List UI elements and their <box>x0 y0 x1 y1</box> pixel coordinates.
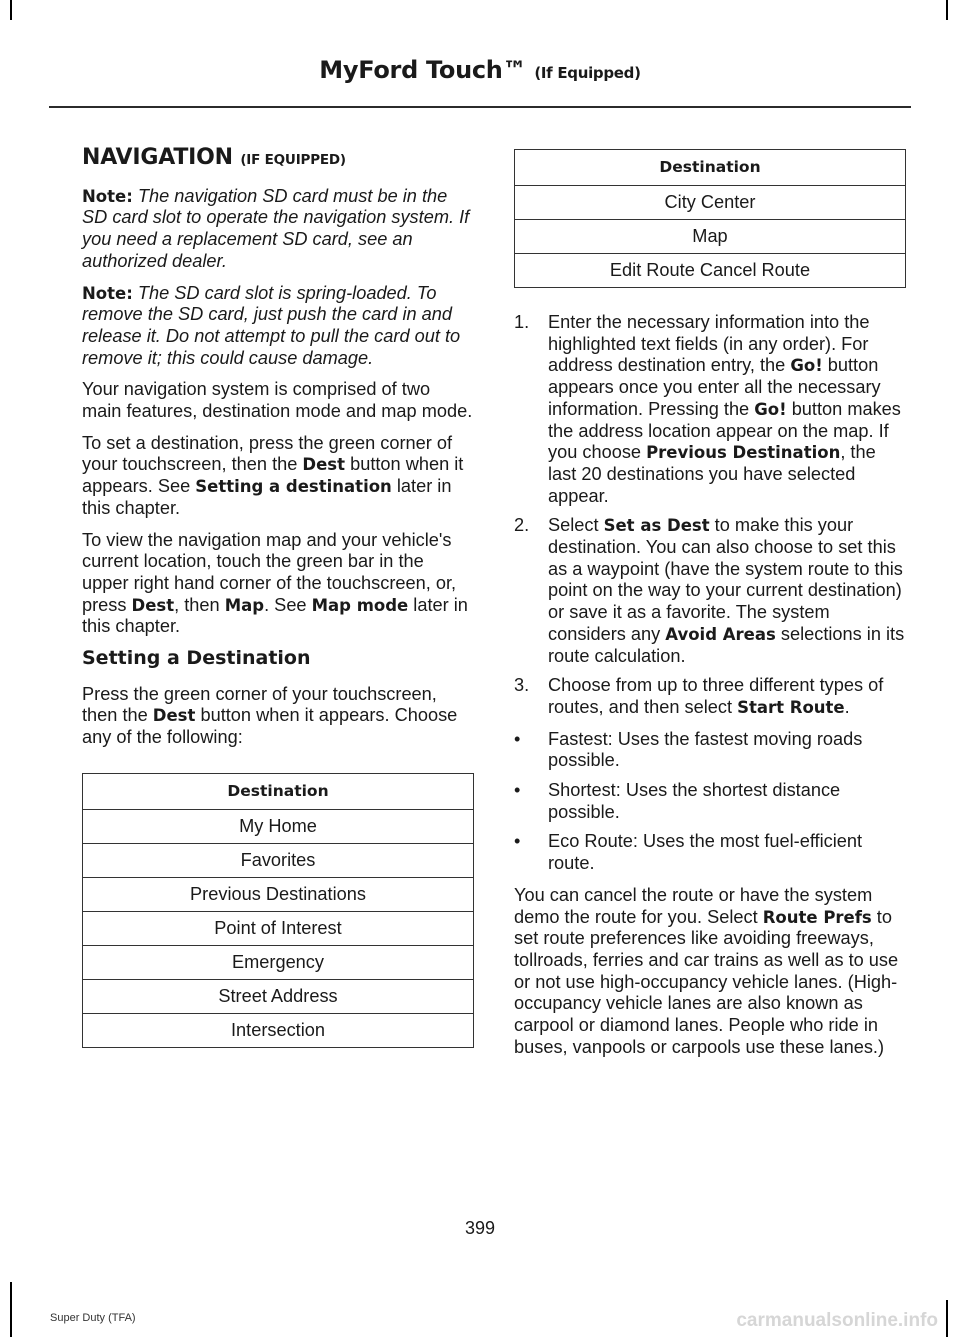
note-label: Note: <box>82 283 133 303</box>
go-button-ref: Go! <box>790 356 823 376</box>
crop-mark-top-left <box>10 0 12 20</box>
destination-table-right <box>514 149 906 288</box>
page-header <box>0 56 960 84</box>
table-cell: Emergency <box>83 945 474 979</box>
section-title-suffix: (IF EQUIPPED) <box>240 152 346 168</box>
paragraph-set-destination: To set a destination, press the green corner of your touchscreen, then the Dest button when it appears. See Setting a destination later in this chapter. <box>82 432 464 518</box>
go-button-ref: Go! <box>754 399 787 419</box>
crop-mark-bottom-left <box>10 1282 12 1337</box>
destination-table-left <box>82 773 474 1048</box>
page-number: 399 <box>464 1218 496 1238</box>
watermark-logo: carmanualsonline.info <box>736 1310 938 1331</box>
section-title: NAVIGATION (IF EQUIPPED) <box>82 145 346 170</box>
dest-button-ref: Dest <box>302 455 346 475</box>
footer-model: Super Duty (TFA) <box>50 1312 136 1324</box>
dest-button-ref: Dest <box>131 595 175 615</box>
bullet-icon: • <box>514 780 521 801</box>
paragraph-route-prefs: You can cancel the route or have the system demo the route for you. Select Route Prefs to set route preferences like avoiding freeways, tollroads, ferries and car trains as well as to use or not use high-occupancy vehicle lanes. (High-occupancy vehicle lanes are also known as carpool or diamond lanes. People who ride in buses, vanpools or carpools use these lanes.) <box>514 884 899 1057</box>
table-cell: Point of Interest <box>83 911 474 945</box>
crop-mark-top-right <box>946 0 948 20</box>
steps-list <box>514 312 906 719</box>
header-title-suffix: (If Equipped) <box>534 64 641 82</box>
crop-mark-bottom-right <box>946 1300 948 1337</box>
table-cell: Intersection <box>83 1013 474 1047</box>
paragraph-features: Your navigation system is comprised of two main features, destination mode and map mode. <box>82 379 473 422</box>
left-column <box>82 147 474 1048</box>
list-item: 3. Choose from up to three different types of routes, and then select Start Route. <box>514 675 884 717</box>
list-item: • Shortest: Uses the shortest distance possible. <box>514 780 841 822</box>
cross-ref-setting-destination: Setting a destination <box>195 477 392 497</box>
route-prefs-ref: Route Prefs <box>762 907 872 927</box>
map-button-ref: Map <box>224 595 265 615</box>
header-title: MyFord Touch™ <box>319 56 527 84</box>
note-text: The SD card slot is spring-loaded. To remove the SD card, just push the card in and release it. Do not attempt to pull the card out to remove it; this could cause damage. <box>82 282 461 368</box>
avoid-areas-ref: Avoid Areas <box>665 624 776 644</box>
step-number: 3. <box>514 675 530 696</box>
table-cell: My Home <box>83 809 474 843</box>
list-item: 1. Enter the necessary information into the highlighted text fields (in any order). For address destination entry, the Go! button appears once you enter all the necessary information. Pressing the Go! button makes the address location appear on the map. If you choose Previous Destination, the last 20 destinations you have selected appear. <box>514 312 901 506</box>
paragraph-choose: Press the green corner of your touchscreen, then the Dest button when it appears. Choose any of the following: <box>82 683 458 748</box>
set-as-dest-ref: Set as Dest <box>603 516 710 536</box>
table-cell: City Center <box>515 186 906 220</box>
right-column <box>514 149 906 1069</box>
header-rule <box>49 106 911 108</box>
table-header: Destination <box>515 150 906 186</box>
start-route-ref: Start Route <box>737 697 845 717</box>
list-item: 2. Select Set as Dest to make this your destination. You can also choose to set this as a waypoint (have the system route to this point on the way to your current destination) or save it as a favorite. The system considers any Avoid Areas selections in its route calculation. <box>514 515 905 666</box>
cross-ref-map-mode: Map mode <box>311 595 409 615</box>
bullet-icon: • <box>514 728 521 749</box>
table-header: Destination <box>83 773 474 809</box>
step-number: 1. <box>514 312 530 332</box>
table-cell: Edit Route Cancel Route <box>515 254 906 288</box>
step-number: 2. <box>514 515 530 536</box>
table-cell: Previous Destinations <box>83 877 474 911</box>
note-sd-card <box>82 186 474 273</box>
dest-button-ref: Dest <box>152 706 196 726</box>
paragraph-view-map: To view the navigation map and your vehicle's current location, touch the green bar in the upper right hand corner of the touchscreen, or, press Dest, then Map. See Map mode later in this chapter. <box>82 529 468 637</box>
subsection-title: Setting a Destination <box>82 647 311 670</box>
note-text: The navigation SD card must be in the SD card slot to operate the navigation system. If you need a replacement SD card, see an authorized dealer. <box>82 185 470 271</box>
previous-destination-ref: Previous Destination <box>646 443 841 463</box>
list-item: • Eco Route: Uses the most fuel-efficient route. <box>514 831 863 874</box>
list-item: • Fastest: Uses the fastest moving roads possible. <box>514 728 863 771</box>
route-types-list <box>514 729 906 875</box>
note-label: Note: <box>82 186 133 206</box>
table-cell: Favorites <box>83 843 474 877</box>
table-cell: Map <box>515 220 906 254</box>
table-cell: Street Address <box>83 979 474 1013</box>
bullet-icon: • <box>514 831 521 852</box>
note-spring-loaded <box>82 283 474 370</box>
